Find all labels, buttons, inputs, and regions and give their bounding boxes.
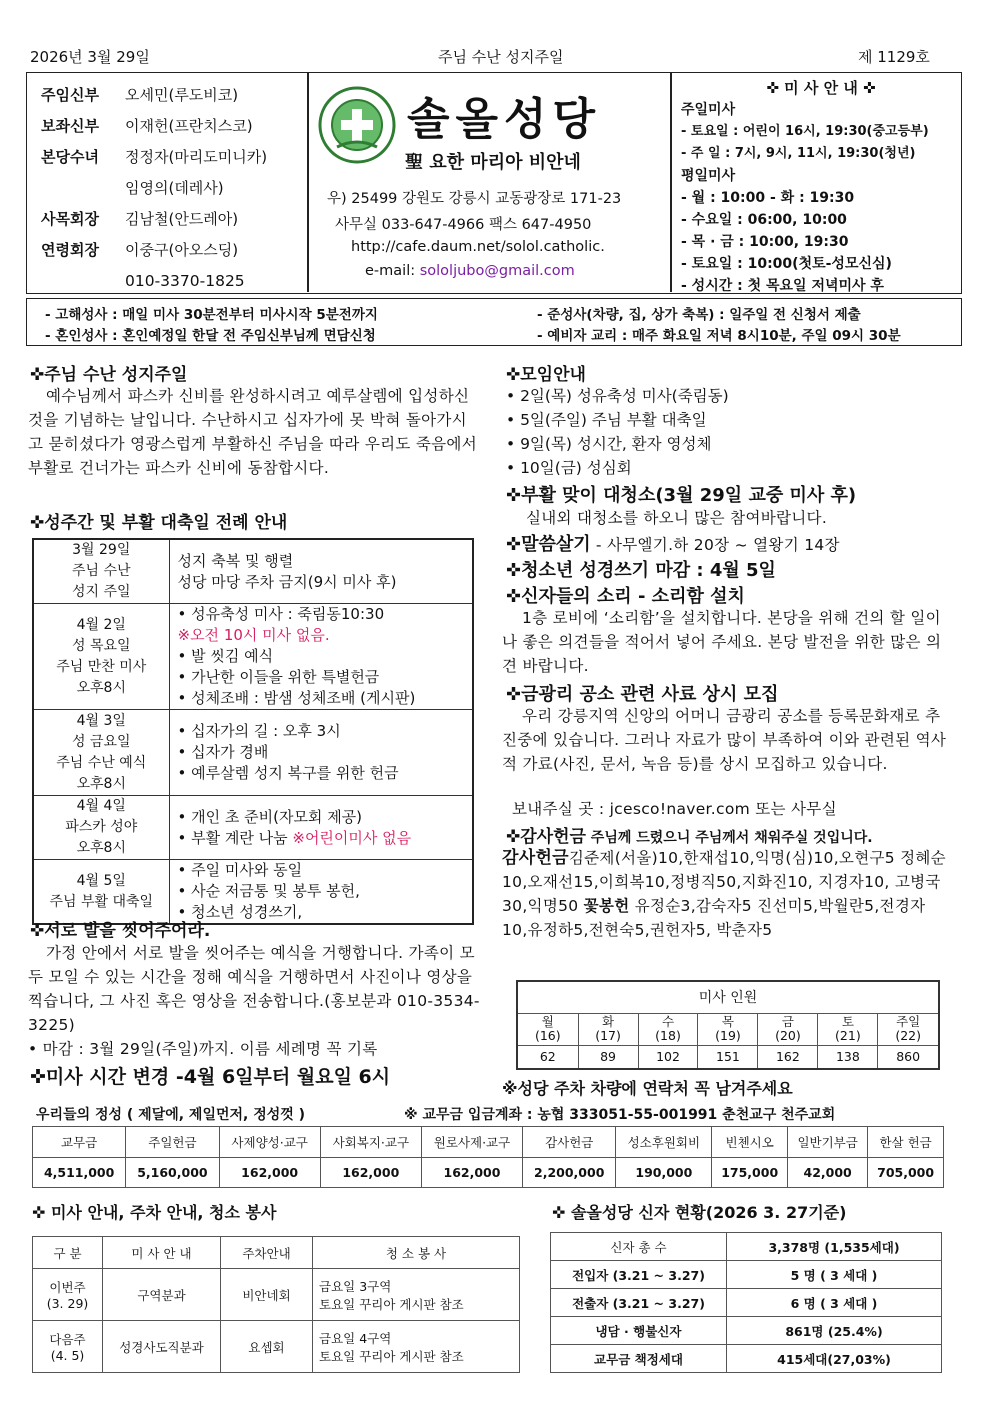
- offering-values: [33, 1158, 944, 1188]
- table-row: 다음주 (4. 5) 성경사도직분과 요셉회 금요일 4구역 토요일 꾸리아 게시판 참조: [33, 1321, 520, 1373]
- offering-value: 2,200,000: [523, 1158, 616, 1188]
- offering-value: 705,000: [868, 1158, 944, 1188]
- list-item: • 2일(목) 성유축성 미사(죽림동): [506, 387, 729, 405]
- thanks-list: 감사헌금김준제(서울)10,한재섭10,익명(심)10,오현구5 정혜순10,오재선15,이희복10,정병직50,지화진10, 지경자10, 고병국30,익명50 꽃봉헌 유정순3,감숙자5 진선미5,박월란5,전경자10,유정하5,전현숙5,권헌자5, 박춘자5: [502, 848, 946, 939]
- liturgy-table: [32, 538, 474, 925]
- offering-headers: [33, 1127, 944, 1158]
- staff-row: 임영의(데레사): [125, 179, 224, 197]
- offering-header: 사제양성·교구: [219, 1127, 320, 1158]
- offering-value: 5,160,000: [126, 1158, 219, 1188]
- staff-list: [41, 79, 311, 296]
- church-logo: [317, 85, 397, 165]
- section-title: ✜ 솔올성당 신자 현황(2026 3. 27기준): [552, 1203, 847, 1222]
- weekday-mass-line: - 목 · 금 : 10:00, 19:30: [681, 234, 849, 250]
- notice-marriage: - 혼인성사 : 혼인예정일 한달 전 주임신부님께 면담신청: [45, 328, 376, 344]
- email-label: e-mail:: [365, 263, 416, 279]
- table-row: 4월 5일 주님 부활 대축일 • 주일 미사와 동일 • 사순 저금통 및 봉투 봉헌, • 청소년 성경쓰기,: [33, 860, 473, 925]
- church-email-row: [365, 263, 575, 279]
- church-address: 우) 25499 강원도 강릉시 교동광장로 171-23: [327, 191, 622, 207]
- table-row: 3월 29일 주님 수난 성지 주일 성지 축복 및 행렬 성당 마당 주차 금지(9시 미사 후): [33, 539, 473, 604]
- parking-note: ※성당 주차 차량에 연락처 꼭 남겨주세요: [502, 1079, 793, 1098]
- section-title: ✜서로 발을 씻어주어라.: [30, 921, 211, 941]
- notice-catechumen: - 예비자 교리 : 매주 화요일 저녁 8시10분, 주일 09시 30분: [537, 328, 901, 344]
- issue-number: 제 1129호: [858, 48, 930, 66]
- section-title: ✜주님 수난 성지주일: [30, 365, 188, 385]
- attendance-value: 162: [758, 1045, 818, 1069]
- staff-row: 사목회장 김남철(안드레아): [41, 210, 239, 228]
- section-title: ✜미사 시간 변경 -4월 6일부터 월요일 6시: [30, 1066, 391, 1088]
- staff-row: 보좌신부 이재헌(프란치스코): [41, 117, 253, 135]
- attendance-values: [517, 1045, 939, 1069]
- attendance-value: 102: [638, 1045, 698, 1069]
- section-title: ✜성주간 및 부활 대축일 전례 안내: [30, 513, 288, 533]
- attendance-value: 138: [818, 1045, 878, 1069]
- sunday-mass-line: - 주 일 : 7시, 9시, 11시, 19:30(청년): [681, 146, 916, 161]
- church-patron: 聖 요한 마리아 비안네: [405, 152, 581, 173]
- send-to: 보내주실 곳 : jcesco!naver.com 또는 사무실: [512, 800, 837, 818]
- attendance-day: 금 (20): [758, 1013, 818, 1045]
- sunday-mass-title: 주일미사: [681, 102, 736, 118]
- offering-header: 사회복지·교구: [320, 1127, 421, 1158]
- staff-row: 주임신부 오세민(루도비코): [41, 86, 239, 104]
- attendance-title: 미사 인원: [517, 981, 939, 1013]
- offering-header: 주일헌금: [126, 1127, 219, 1158]
- offering-value: 162,000: [320, 1158, 421, 1188]
- table-row: 냉담 · 행불신자 861명 (25.4%): [551, 1317, 942, 1345]
- weekday-mass-title: 평일미사: [681, 168, 736, 184]
- attendance-value: 151: [698, 1045, 758, 1069]
- weekday-mass-line: - 토요일 : 10:00(첫토-성모신심): [681, 256, 892, 272]
- issue-date: 2026년 3월 29일: [30, 48, 150, 66]
- church-phone: 사무실 033-647-4966 팩스 647-4950: [335, 217, 592, 233]
- offering-value: 162,000: [421, 1158, 522, 1188]
- notice-blessing: - 준성사(차량, 집, 상가 축복) : 일주일 전 신청서 제출: [537, 307, 861, 323]
- attendance-value: 860: [878, 1045, 939, 1069]
- deadline-text: • 마감 : 3월 29일(주일)까지. 이름 세례명 꼭 기록: [28, 1040, 378, 1058]
- offering-title: 우리들의 정성 ( 제달에, 제일먼저, 정성껏 ): [36, 1107, 306, 1123]
- thanks-title-row: ✜감사헌금 주님께 드렸으니 주님께서 채워주실 것입니다.: [506, 827, 873, 847]
- attendance-value: 62: [517, 1045, 578, 1069]
- header-box: [26, 72, 962, 294]
- staff-row: 본당수녀 정정자(마리도미니카): [41, 148, 268, 166]
- weekday-mass-line: - 월 : 10:00 - 화 : 19:30: [681, 190, 855, 206]
- offering-value: 162,000: [219, 1158, 320, 1188]
- section-text: 우리 강릉지역 신앙의 어머니 금광리 공소를 등록문화재로 추진중에 있습니다. 그러나 자료가 많이 부족하여 이와 관련된 역사적 가료(사진, 문서, 녹음 등)를 상시 모집하고 있습니다.: [502, 707, 947, 773]
- mass-schedule: [681, 77, 961, 297]
- church-name: 솔올성당: [407, 94, 602, 145]
- section-title: ✜ 미사 안내, 주차 안내, 청소 봉사: [32, 1203, 277, 1222]
- section-title: ✜부활 맞이 대청소(3월 29일 교중 미사 후): [506, 485, 857, 506]
- section-title: ✜금광리 공소 관련 사료 상시 모집: [506, 684, 779, 705]
- table-row: 4월 3일 성 금요일 주님 수난 예식 오후8시 • 십자가의 길 : 오후 3시 • 십자가 경배 • 예루살렘 성지 복구를 위한 헌금: [33, 710, 473, 796]
- issue-title: 주님 수난 성지주일: [438, 48, 564, 66]
- word-line: ✜말씀살기 - 사무엘기.하 20장 ~ 열왕기 14장: [506, 534, 840, 555]
- offering-header: 감사헌금: [523, 1127, 616, 1158]
- table-row: 4월 2일 성 목요일 주님 만찬 미사 오후8시 • 성유축성 미사 : 죽림동10:30 ※오전 10시 미사 없음. • 발 씻김 예식 • 가난한 이들을 위한 특별헌금 • 성체조배 : 밤샘 성체조배 (게시판): [33, 604, 473, 710]
- list-item: • 5일(주일) 주님 부활 대축일: [506, 411, 707, 429]
- sacrament-notices: [26, 298, 962, 346]
- list-item: • 9일(목) 성시간, 환자 영성체: [506, 435, 712, 453]
- church-email[interactable]: sololjubo@gmail.com: [419, 263, 575, 279]
- weekday-mass-line: - 성시간 : 첫 목요일 저녁미사 후: [681, 278, 884, 294]
- staff-row: 010-3370-1825: [125, 271, 245, 290]
- mass-title: ✜ 미 사 안 내 ✜: [766, 79, 876, 97]
- weekday-mass-line: - 수요일 : 06:00, 10:00: [681, 212, 847, 228]
- attendance-day: 목 (19): [698, 1013, 758, 1045]
- table-row: 교무금 책정세대 415세대(27,03%): [551, 1345, 942, 1373]
- service-table: 구 분 미 사 안 내 주차안내 청 소 봉 사 이번주 (3. 29) 구역분과 비안네회 금요일 3구역 토요일 꾸리아 게시판 참조 다음주 (4. 5) 성경사도직분과 요셉회 금요일 4구역 토요일 꾸리아 게시판 참조: [32, 1236, 520, 1373]
- section-title: ✜신자들의 소리 - 소리함 설치: [506, 586, 745, 607]
- table-row: 4월 4일 파스카 성야 오후8시 • 개인 초 준비(자모회 제공) • 부활 계란 나눔 ※어린이미사 없음: [33, 796, 473, 860]
- offering-header: 한살 헌금: [868, 1127, 944, 1158]
- table-row: 전출자 (3.21 ~ 3.27) 6 명 ( 3 세대 ): [551, 1289, 942, 1317]
- meeting-list: [506, 384, 729, 480]
- offering-header: 원로사제·교구: [421, 1127, 522, 1158]
- attendance-day: 화 (17): [578, 1013, 638, 1045]
- offering-table: [32, 1126, 944, 1188]
- attendance-day: 월 (16): [517, 1013, 578, 1045]
- sunday-mass-line: - 토요일 : 어린이 16시, 19:30(중고등부): [681, 124, 929, 139]
- offering-header: 교무금: [33, 1127, 126, 1158]
- stats-table: [550, 1232, 942, 1373]
- table-row: 신자 총 수 3,378명 (1,535세대): [551, 1233, 942, 1261]
- offering-value: 42,000: [788, 1158, 868, 1188]
- attendance-day: 수 (18): [638, 1013, 698, 1045]
- attendance-day: 주일 (22): [878, 1013, 939, 1045]
- table-row: 이번주 (3. 29) 구역분과 비안네회 금요일 3구역 토요일 꾸리아 게시판 참조: [33, 1269, 520, 1321]
- offering-account: ※ 교무금 입금계좌 : 농협 333051-55-001991 춘천교구 천주교회: [404, 1107, 836, 1123]
- offering-header: 일반기부금: [788, 1127, 868, 1158]
- attendance-value: 89: [578, 1045, 638, 1069]
- section-text: 실내외 대청소를 하오니 많은 참여바랍니다.: [526, 509, 828, 527]
- offering-header: 성소후원회비: [616, 1127, 712, 1158]
- section-title: ✜청소년 성경쓰기 마감 : 4월 5일: [506, 560, 776, 581]
- offering-value: 190,000: [616, 1158, 712, 1188]
- section-text: 예수님께서 파스카 신비를 완성하시려고 예루살렘에 입성하신 것을 기념하는 날입니다. 수난하시고 십자가에 못 박혀 돌아가시고 묻히셨다가 영광스럽게 부활하신 주님을 따라 우리도 죽음에서 부활로 건너가는 파스카 신비에 동참합시다.: [28, 387, 477, 477]
- attendance-table: [516, 980, 940, 1070]
- section-text: 가정 안에서 서로 발을 씻어주는 예식을 거행합니다. 가족이 모두 모일 수 있는 시간을 정해 예식을 거행하면서 사진이나 영상을 찍습니다, 그 사진 혹은 영상을 전송합니다.(홍보분과 010-3534-3225): [28, 944, 480, 1034]
- offering-header: 빈첸시오: [712, 1127, 788, 1158]
- list-item: • 10일(금) 성심회: [506, 459, 632, 477]
- attendance-days: [517, 1013, 939, 1045]
- section-text: 1층 로비에 ‘소리함’을 설치합니다. 본당을 위해 건의 할 일이나 좋은 의견들을 적어서 넣어 주세요. 본당 발전을 위한 많은 의견 바랍니다.: [502, 609, 942, 675]
- church-url[interactable]: http://cafe.daum.net/solol.catholic.: [351, 239, 605, 255]
- notice-confession: - 고해성사 : 매일 미사 30분전부터 미사시작 5분전까지: [45, 307, 378, 323]
- offering-value: 4,511,000: [33, 1158, 126, 1188]
- staff-row: 연령회장 이중구(아오스딩): [41, 241, 239, 259]
- section-title: ✜모임안내: [506, 365, 586, 385]
- offering-value: 175,000: [712, 1158, 788, 1188]
- attendance-day: 토 (21): [818, 1013, 878, 1045]
- table-row: 전입자 (3.21 ~ 3.27) 5 명 ( 3 세대 ): [551, 1261, 942, 1289]
